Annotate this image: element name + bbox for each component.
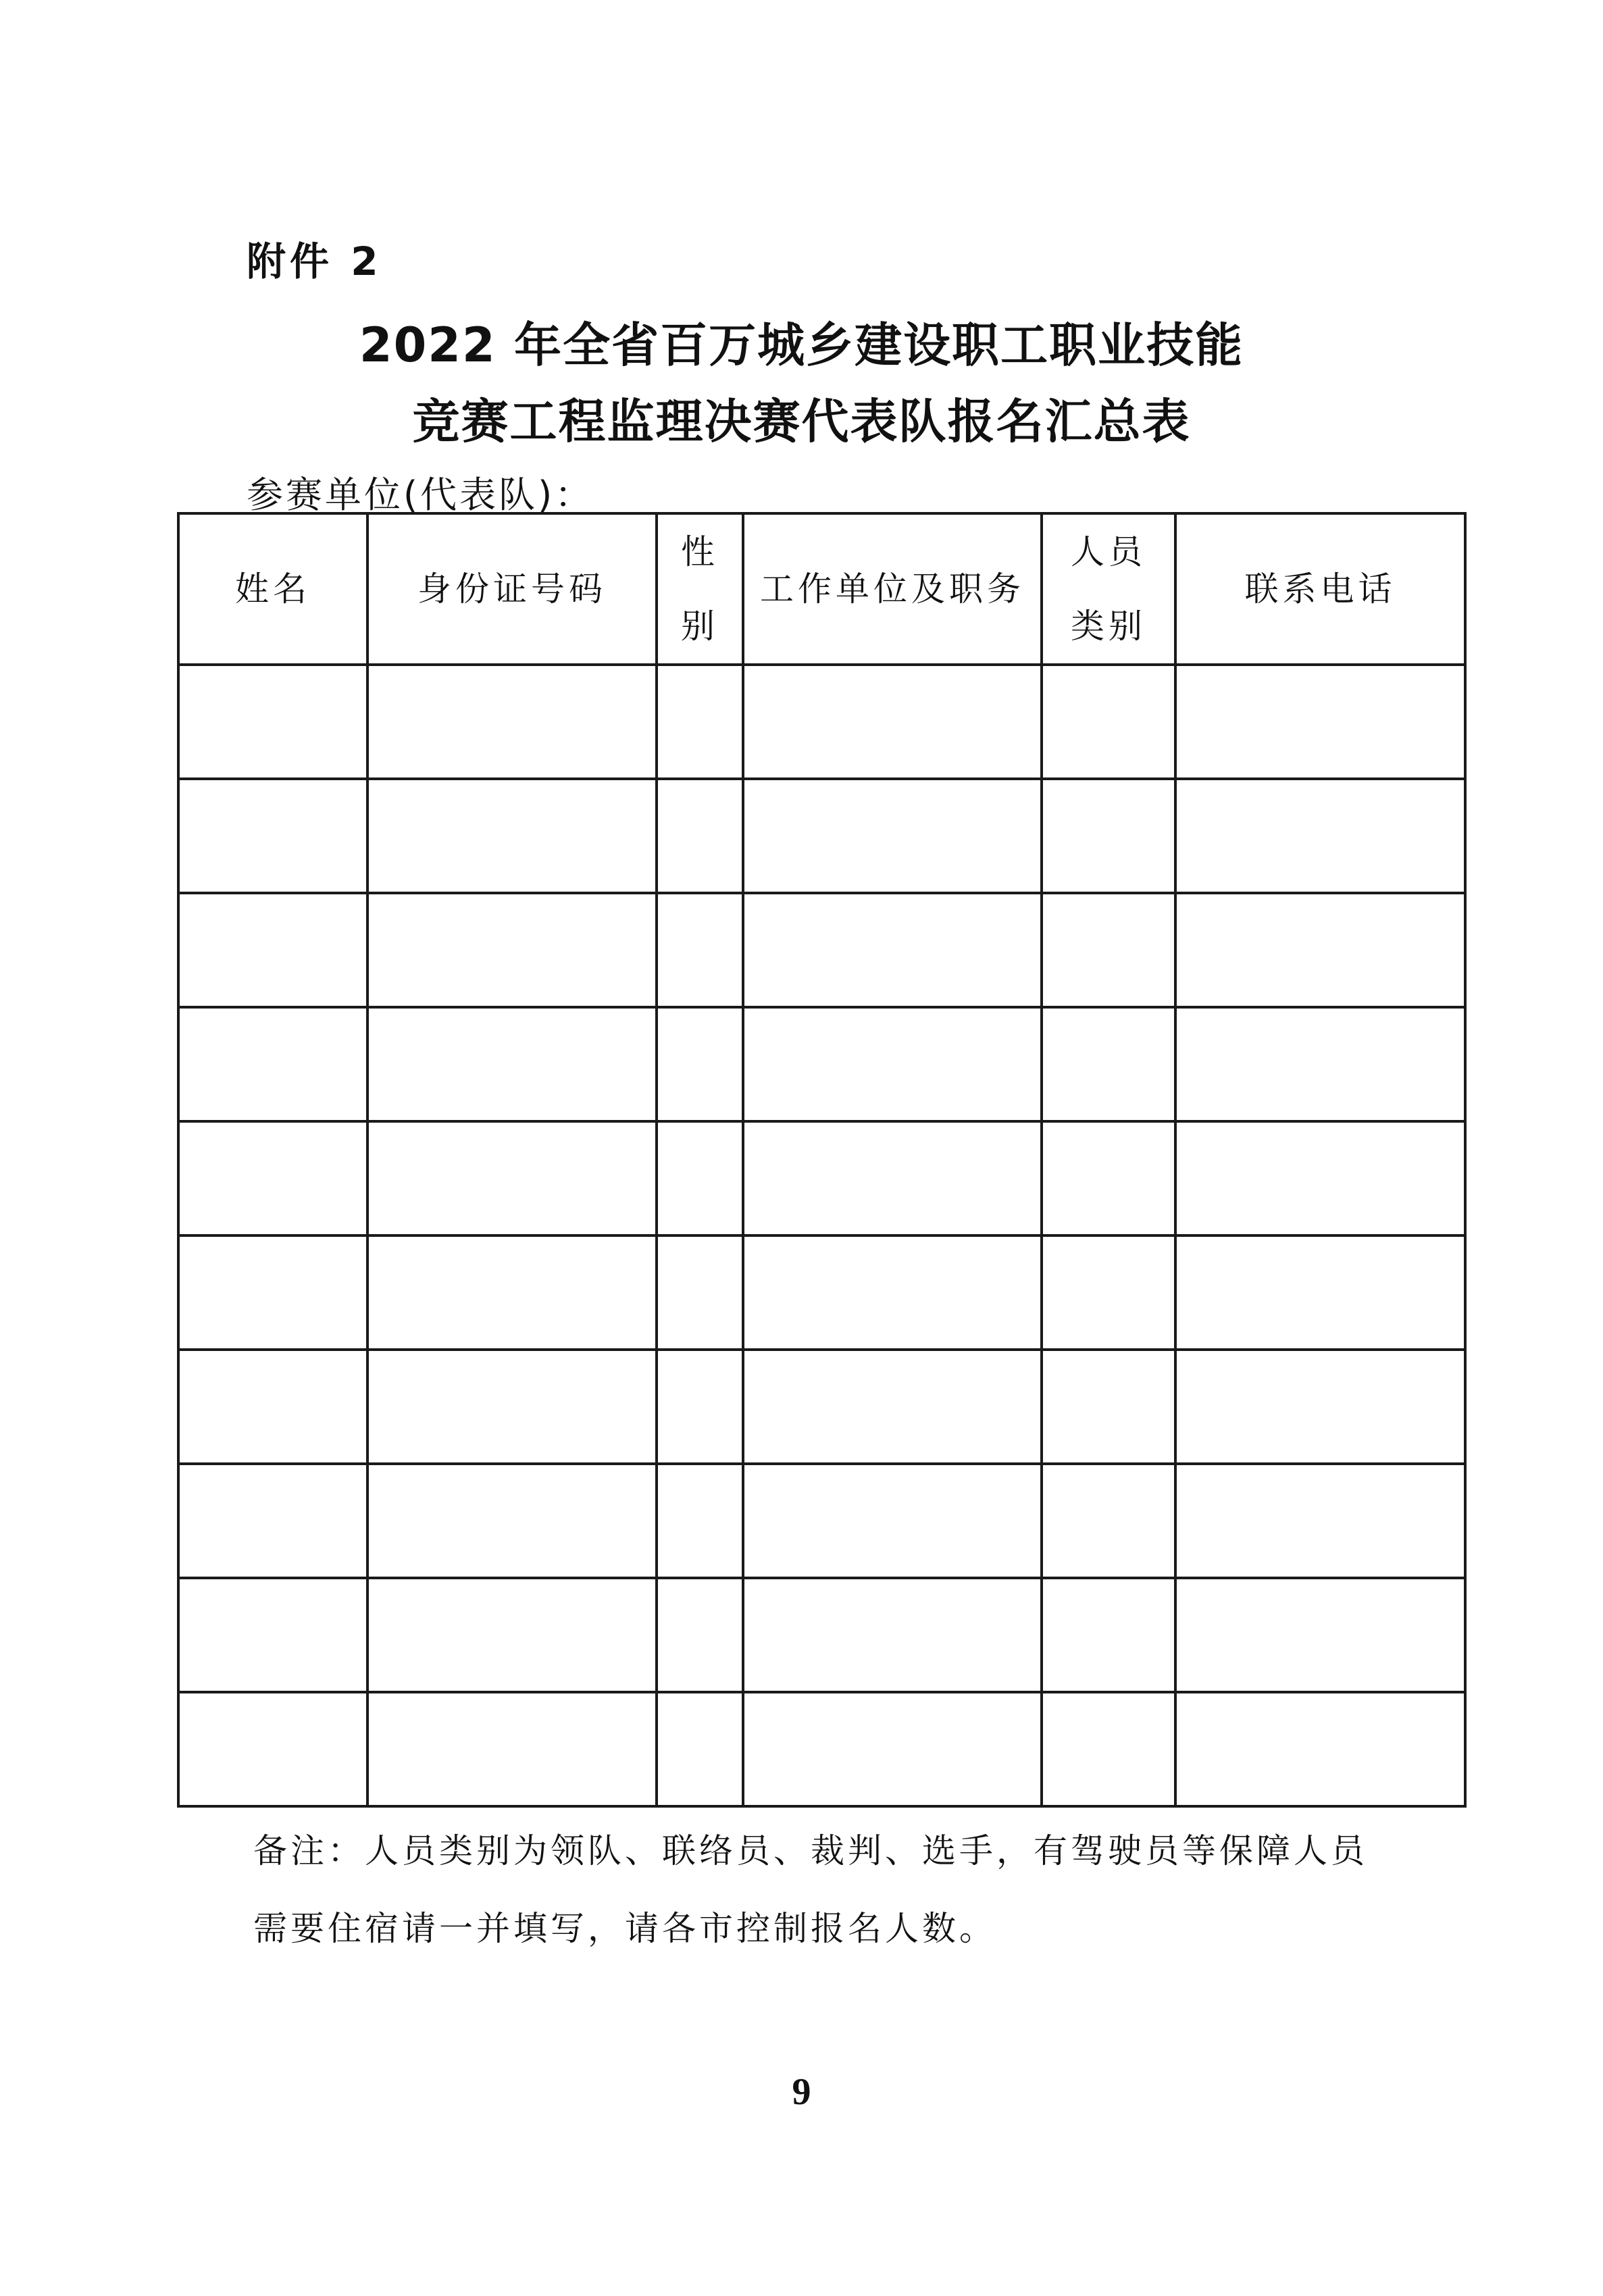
category-cell[interactable]	[1042, 1464, 1175, 1578]
header-gender-line-2: 别	[681, 607, 719, 646]
name-cell[interactable]	[178, 1578, 367, 1692]
table-row	[178, 1121, 1465, 1235]
workplace-cell[interactable]	[743, 1464, 1042, 1578]
header-name: 姓名	[178, 513, 367, 665]
phone-cell[interactable]	[1175, 1350, 1465, 1464]
phone-cell[interactable]	[1175, 1007, 1465, 1121]
table-row	[178, 1235, 1465, 1350]
name-cell[interactable]	[178, 893, 367, 1007]
header-gender-line-1: 性	[681, 532, 719, 571]
table-row	[178, 1692, 1465, 1806]
category-cell[interactable]	[1042, 665, 1175, 779]
gender-cell[interactable]	[657, 779, 743, 893]
id-number-cell[interactable]	[367, 665, 657, 779]
category-cell[interactable]	[1042, 1350, 1175, 1464]
name-cell[interactable]	[178, 1464, 367, 1578]
note-line-1: 备注：人员类别为领队、联络员、裁判、选手，有驾驶员等保障人员	[253, 1831, 1368, 1870]
table-row	[178, 893, 1465, 1007]
id-number-cell[interactable]	[367, 1578, 657, 1692]
id-number-cell[interactable]	[367, 1464, 657, 1578]
table-header-row	[178, 513, 1465, 665]
phone-cell[interactable]	[1175, 665, 1465, 779]
category-cell[interactable]	[1042, 1235, 1175, 1350]
attachment-label: 附件 2	[247, 238, 382, 284]
gender-cell[interactable]	[657, 665, 743, 779]
participating-unit-label: 参赛单位(代表队)：	[247, 474, 594, 516]
gender-cell[interactable]	[657, 1350, 743, 1464]
header-workplace-position: 工作单位及职务	[743, 513, 1042, 665]
header-personnel-category	[1042, 513, 1175, 665]
id-number-cell[interactable]	[367, 779, 657, 893]
id-number-cell[interactable]	[367, 893, 657, 1007]
workplace-cell[interactable]	[743, 1235, 1042, 1350]
workplace-cell[interactable]	[743, 665, 1042, 779]
document-title-line-1: 2022 年全省百万城乡建设职工职业技能	[359, 317, 1244, 373]
name-cell[interactable]	[178, 1350, 367, 1464]
category-cell[interactable]	[1042, 1007, 1175, 1121]
phone-cell[interactable]	[1175, 1464, 1465, 1578]
workplace-cell[interactable]	[743, 779, 1042, 893]
table-body	[178, 665, 1465, 1806]
table-row	[178, 1350, 1465, 1464]
gender-cell[interactable]	[657, 1692, 743, 1806]
phone-cell[interactable]	[1175, 1121, 1465, 1235]
phone-cell[interactable]	[1175, 893, 1465, 1007]
name-cell[interactable]	[178, 1235, 367, 1350]
workplace-cell[interactable]	[743, 1007, 1042, 1121]
category-cell[interactable]	[1042, 1578, 1175, 1692]
id-number-cell[interactable]	[367, 1007, 657, 1121]
note-line-2: 需要住宿请一并填写，请各市控制报名人数。	[253, 1909, 996, 1948]
phone-cell[interactable]	[1175, 1692, 1465, 1806]
name-cell[interactable]	[178, 779, 367, 893]
id-number-cell[interactable]	[367, 1692, 657, 1806]
phone-cell[interactable]	[1175, 1235, 1465, 1350]
table-row	[178, 779, 1465, 893]
gender-cell[interactable]	[657, 1121, 743, 1235]
name-cell[interactable]	[178, 1121, 367, 1235]
header-category-line-2: 类别	[1071, 607, 1146, 646]
id-number-cell[interactable]	[367, 1350, 657, 1464]
workplace-cell[interactable]	[743, 1121, 1042, 1235]
name-cell[interactable]	[178, 665, 367, 779]
category-cell[interactable]	[1042, 893, 1175, 1007]
table-row	[178, 665, 1465, 779]
name-cell[interactable]	[178, 1692, 367, 1806]
table-row	[178, 1578, 1465, 1692]
page-number: 9	[792, 2071, 811, 2113]
table-row	[178, 1007, 1465, 1121]
gender-cell[interactable]	[657, 1578, 743, 1692]
name-cell[interactable]	[178, 1007, 367, 1121]
header-contact-phone: 联系电话	[1175, 513, 1465, 665]
workplace-cell[interactable]	[743, 1578, 1042, 1692]
gender-cell[interactable]	[657, 893, 743, 1007]
header-gender	[657, 513, 743, 665]
gender-cell[interactable]	[657, 1464, 743, 1578]
category-cell[interactable]	[1042, 1692, 1175, 1806]
category-cell[interactable]	[1042, 1121, 1175, 1235]
workplace-cell[interactable]	[743, 893, 1042, 1007]
workplace-cell[interactable]	[743, 1350, 1042, 1464]
gender-cell[interactable]	[657, 1007, 743, 1121]
workplace-cell[interactable]	[743, 1692, 1042, 1806]
table-row	[178, 1464, 1465, 1578]
phone-cell[interactable]	[1175, 779, 1465, 893]
header-category-line-1: 人员	[1071, 532, 1146, 571]
category-cell[interactable]	[1042, 779, 1175, 893]
id-number-cell[interactable]	[367, 1235, 657, 1350]
gender-cell[interactable]	[657, 1235, 743, 1350]
registration-table	[177, 512, 1467, 1808]
id-number-cell[interactable]	[367, 1121, 657, 1235]
phone-cell[interactable]	[1175, 1578, 1465, 1692]
header-id-number: 身份证号码	[367, 513, 657, 665]
document-title-line-2: 竞赛工程监理决赛代表队报名汇总表	[412, 394, 1191, 449]
